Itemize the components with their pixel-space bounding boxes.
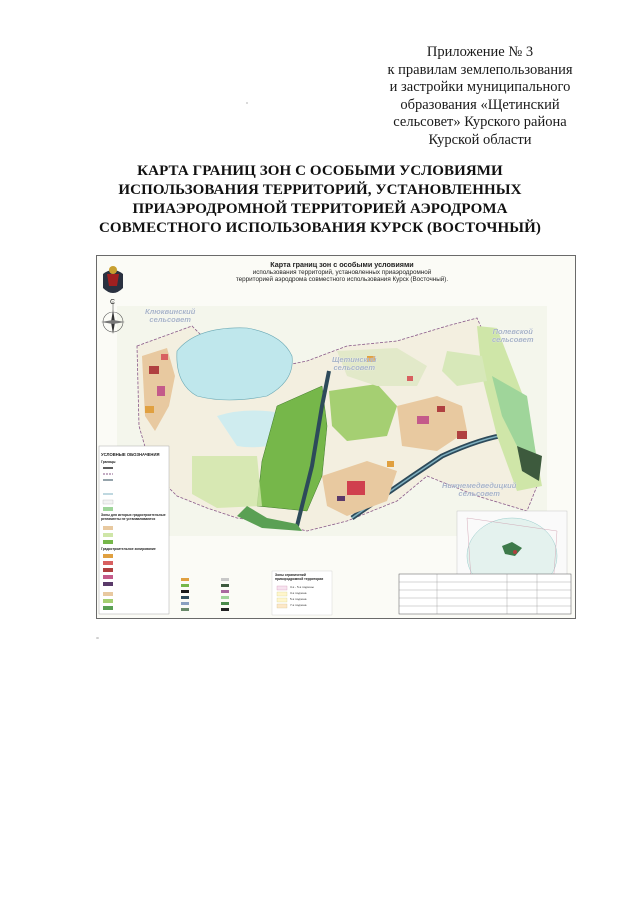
appendix-line: Курской области [428,131,532,148]
area-label-left [145,308,195,324]
map-heading-line: Карта границ зон с особыми условиями [270,260,414,269]
restriction-item: 3-я подзона [290,591,307,595]
reservoir [177,328,292,400]
legend-heading: Зоны ограничений приаэродромной территории [275,573,324,581]
zone-map [96,255,576,619]
appendix-line: к правилам землепользования [387,61,573,78]
appendix-line: образования «Щетинский [400,96,560,113]
title-line: СОВМЕСТНОГО ИСПОЛЬЗОВАНИЯ КУРСК (ВОСТОЧНЫЙ) [99,220,541,236]
area-label-right [492,328,534,344]
appendix-line: и застройки муниципального [389,79,571,95]
area-label-text: Полевской сельсовет [492,327,534,344]
appendix-line: сельсовет» Курского района [393,114,567,130]
industrial-zone [347,481,365,495]
map-heading-line: использования территорий, установленных приаэродромной [252,268,432,276]
restriction-item: 7-я подзона [290,603,307,607]
restriction-item: 3-я - 5-я подзоны [290,585,314,589]
area-label-text: Клюквинский сельсовет [145,307,196,324]
title-line: КАРТА ГРАНИЦ ЗОН С ОСОБЫМИ УСЛОВИЯМИ [137,163,503,179]
legend-heading: Зоны для которых градостроительные регламенты не устанавливаются [101,513,166,521]
title-block [399,574,571,614]
title-line: ПРИАЭРОДРОМНОЙ ТЕРРИТОРИЕЙ АЭРОДРОМА [132,201,508,217]
north-letter: С [110,299,116,306]
area-label-bottom-right [442,482,516,498]
title-line: ИСПОЛЬЗОВАНИЯ ТЕРРИТОРИЙ, УСТАНОВЛЕННЫХ [118,182,522,198]
legend-heading: Градостроительное зонирование [101,547,156,551]
legend-heading: Границы [101,460,116,464]
map-heading [217,261,467,284]
area-label-text: Щетинский сельсовет [332,355,377,372]
appendix-note [370,44,590,149]
restriction-item: 5-я подзона [290,597,307,601]
document-title [60,162,580,238]
area-label-text: Нижнемедведицкий сельсовет [442,481,517,498]
appendix-line: Приложение № 3 [426,44,534,60]
map-heading-line: территорией аэродрома совместного использования Курск (Восточный). [235,276,449,284]
scan-speck [246,102,248,104]
area-label-center [332,356,377,372]
legend-title: УСЛОВНЫЕ ОБОЗНАЧЕНИЯ [101,452,160,457]
scan-speck [96,637,99,639]
